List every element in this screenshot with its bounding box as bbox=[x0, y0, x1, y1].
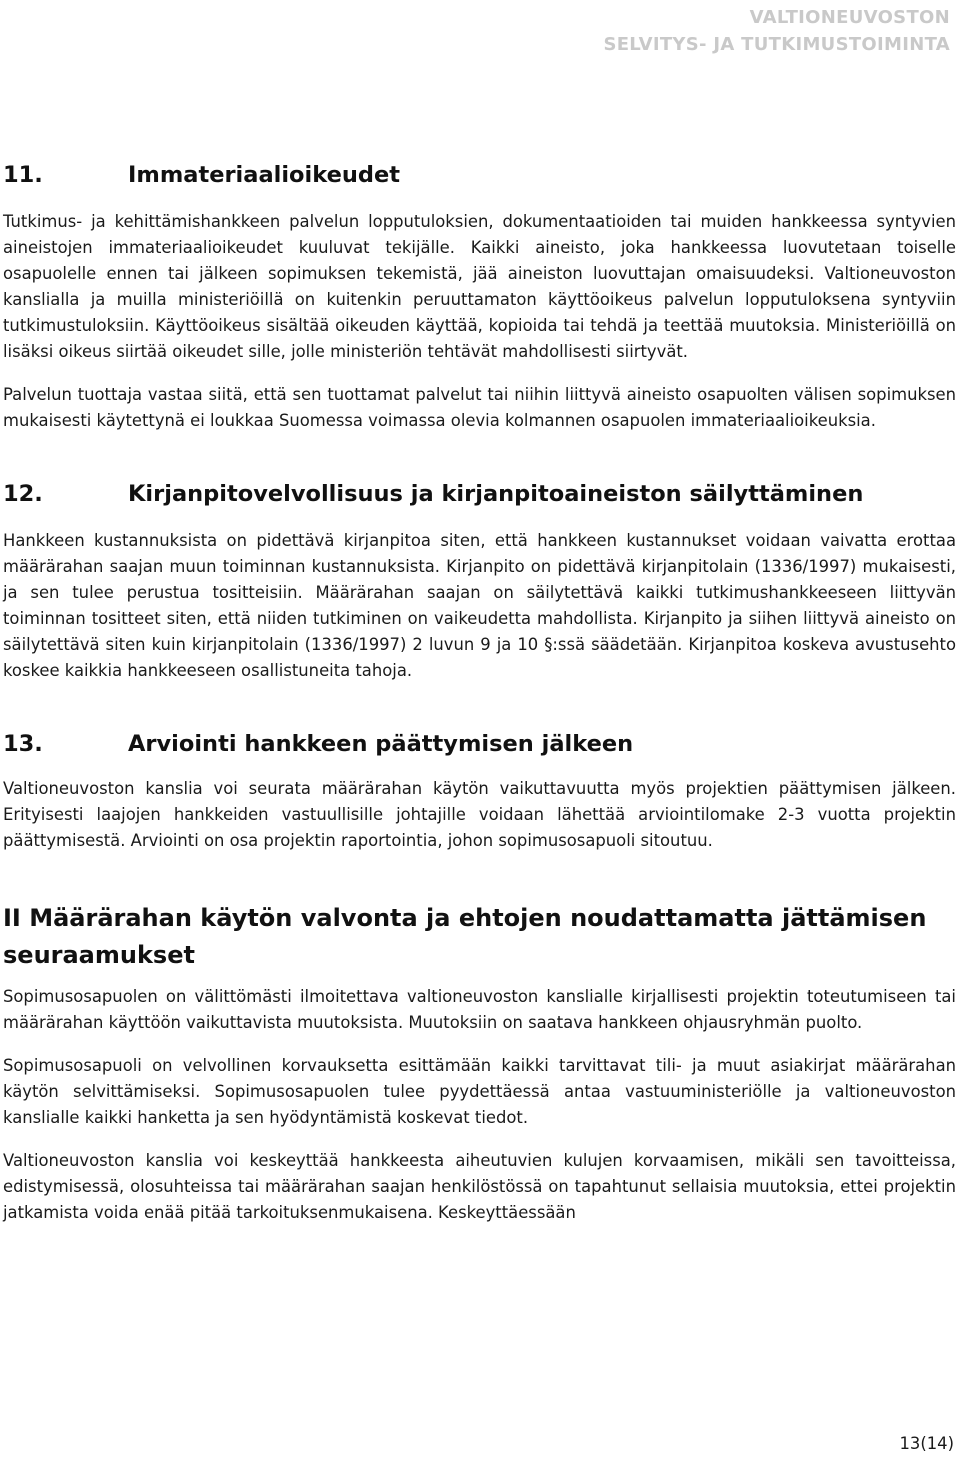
section-title: Arviointi hankkeen päättymisen jälkeen bbox=[128, 731, 634, 757]
section-11-paragraph-2: Palvelun tuottaja vastaa siitä, että sen tuottamat palvelut tai niihin liittyvä aineisto osapuolten välisen sopimuksen mukaisesti käytettynä ei loukkaa Suomessa voimassa olevia kolmannen osapuolen immateriaalioikeuksia. bbox=[3, 385, 956, 430]
section-title: Kirjanpitovelvollisuus ja kirjanpitoaineiston säilyttäminen bbox=[128, 481, 864, 507]
section-13-paragraph-1: Valtioneuvoston kanslia voi seurata määrärahan käytön vaikuttavuutta myös projektien päättymisen jälkeen. Erityisesti laajojen hankkeiden vastuullisille johtajille voidaan lähettää arviointilomake 2-3 vuotta projektin päättymisestä. Arviointi on osa projektin raportointia, johon sopimusosapuoli sitoutuu. bbox=[3, 779, 956, 850]
part-ii-paragraph-2: Sopimusosapuoli on velvollinen korvauksetta esittämään kaikki tarvittavat tili- ja muut asiakirjat määrärahan käytön selvittämiseksi. Sopimusosapuolen tulee pyydettäessä antaa vastuuministeriölle ja valtioneuvoston kanslialle kaikki hanketta ja sen hyödyntämistä koskevat tiedot. bbox=[3, 1056, 956, 1127]
document-body bbox=[3, 155, 956, 1226]
wordmark-line-2: SELVITYS- JA TUTKIMUSTOIMINTA bbox=[603, 34, 950, 55]
section-number: 11. bbox=[3, 162, 43, 188]
wordmark-line-1: VALTIONEUVOSTON bbox=[749, 7, 950, 28]
section-number: 12. bbox=[3, 481, 43, 507]
section-12-paragraph-1: Hankkeen kustannuksista on pidettävä kirjanpitoa siten, että hankkeen kustannukset voidaan vaivatta erottaa määrärahan saajan muun toiminnan kustannuksista. Kirjanpito on pidettävä kirjanpitolain (1336/1997) mukaisesti, ja sen tulee perustua tositteisiin. Määrärahan saajan on säilytettävä kaikki tutkimushankkeeseen liittyvän toiminnan tositteet siten, että niiden tutkiminen on vaikeudetta mahdollista. Kirjanpito ja siihen liittyvä aineisto on säilytettävä siten kuin kirjanpitolain (1336/1997) 2 luvun 9 ja 10 §:ssä säädetään. Kirjanpitoa koskeva avustusehto koskee kaikkia hankkeeseen osallistuneita tahoja. bbox=[3, 531, 956, 680]
part-ii-paragraph-1: Sopimusosapuolen on välittömästi ilmoitettava valtioneuvoston kanslialle kirjallisesti projektin toteutumiseen tai määrärahan käyttöön vaikuttavista muutoksista. Muutoksiin on saatava hankkeen ohjausryhmän puolto. bbox=[3, 987, 956, 1032]
organization-wordmark bbox=[603, 4, 950, 58]
page-number: 13(14) bbox=[899, 1434, 954, 1453]
part-ii-heading: II Määrärahan käytön valvonta ja ehtojen noudattamatta jättämisen seuraamukset bbox=[3, 904, 927, 969]
section-11-paragraph-1: Tutkimus- ja kehittämishankkeen palvelun lopputuloksien, dokumentaatioiden tai muiden hankkeessa syntyvien aineistojen immateriaalioikeudet kuuluvat tekijälle. Kaikki aineisto, joka hankkeessa luovutetaan toiselle osapuolelle ennen tai jälkeen sopimuksen tekemistä, jää aineiston luovuttajan omaisuudeksi. Valtioneuvoston kanslialla ja muilla ministeriöillä on kuitenkin peruuttamaton käyttöoikeus palvelun lopputuloksena syntyviin tutkimustuloksiin. Käyttöoikeus sisältää oikeuden käyttää, kopioida tai tehdä ja teettää muutoksia. Ministeriöillä on lisäksi oikeus siirtää oikeudet sille, jolle ministeriön tehtävät mahdollisesti siirtyvät. bbox=[3, 212, 956, 361]
section-12-heading bbox=[3, 474, 956, 514]
section-13-heading bbox=[3, 724, 956, 764]
section-11-heading bbox=[3, 155, 956, 195]
section-title: Immateriaalioikeudet bbox=[128, 162, 400, 188]
section-number: 13. bbox=[3, 731, 43, 757]
part-ii-paragraph-3: Valtioneuvoston kanslia voi keskeyttää hankkeesta aiheutuvien kulujen korvaamisen, mikäli sen tavoitteissa, edistymisessä, olosuhteissa tai määrärahan saajan henkilöstössä on tapahtunut sellaisia muutoksia, ettei projektin jatkamista voida enää pitää tarkoituksenmukaisena. Keskeyttäessään bbox=[3, 1151, 956, 1222]
